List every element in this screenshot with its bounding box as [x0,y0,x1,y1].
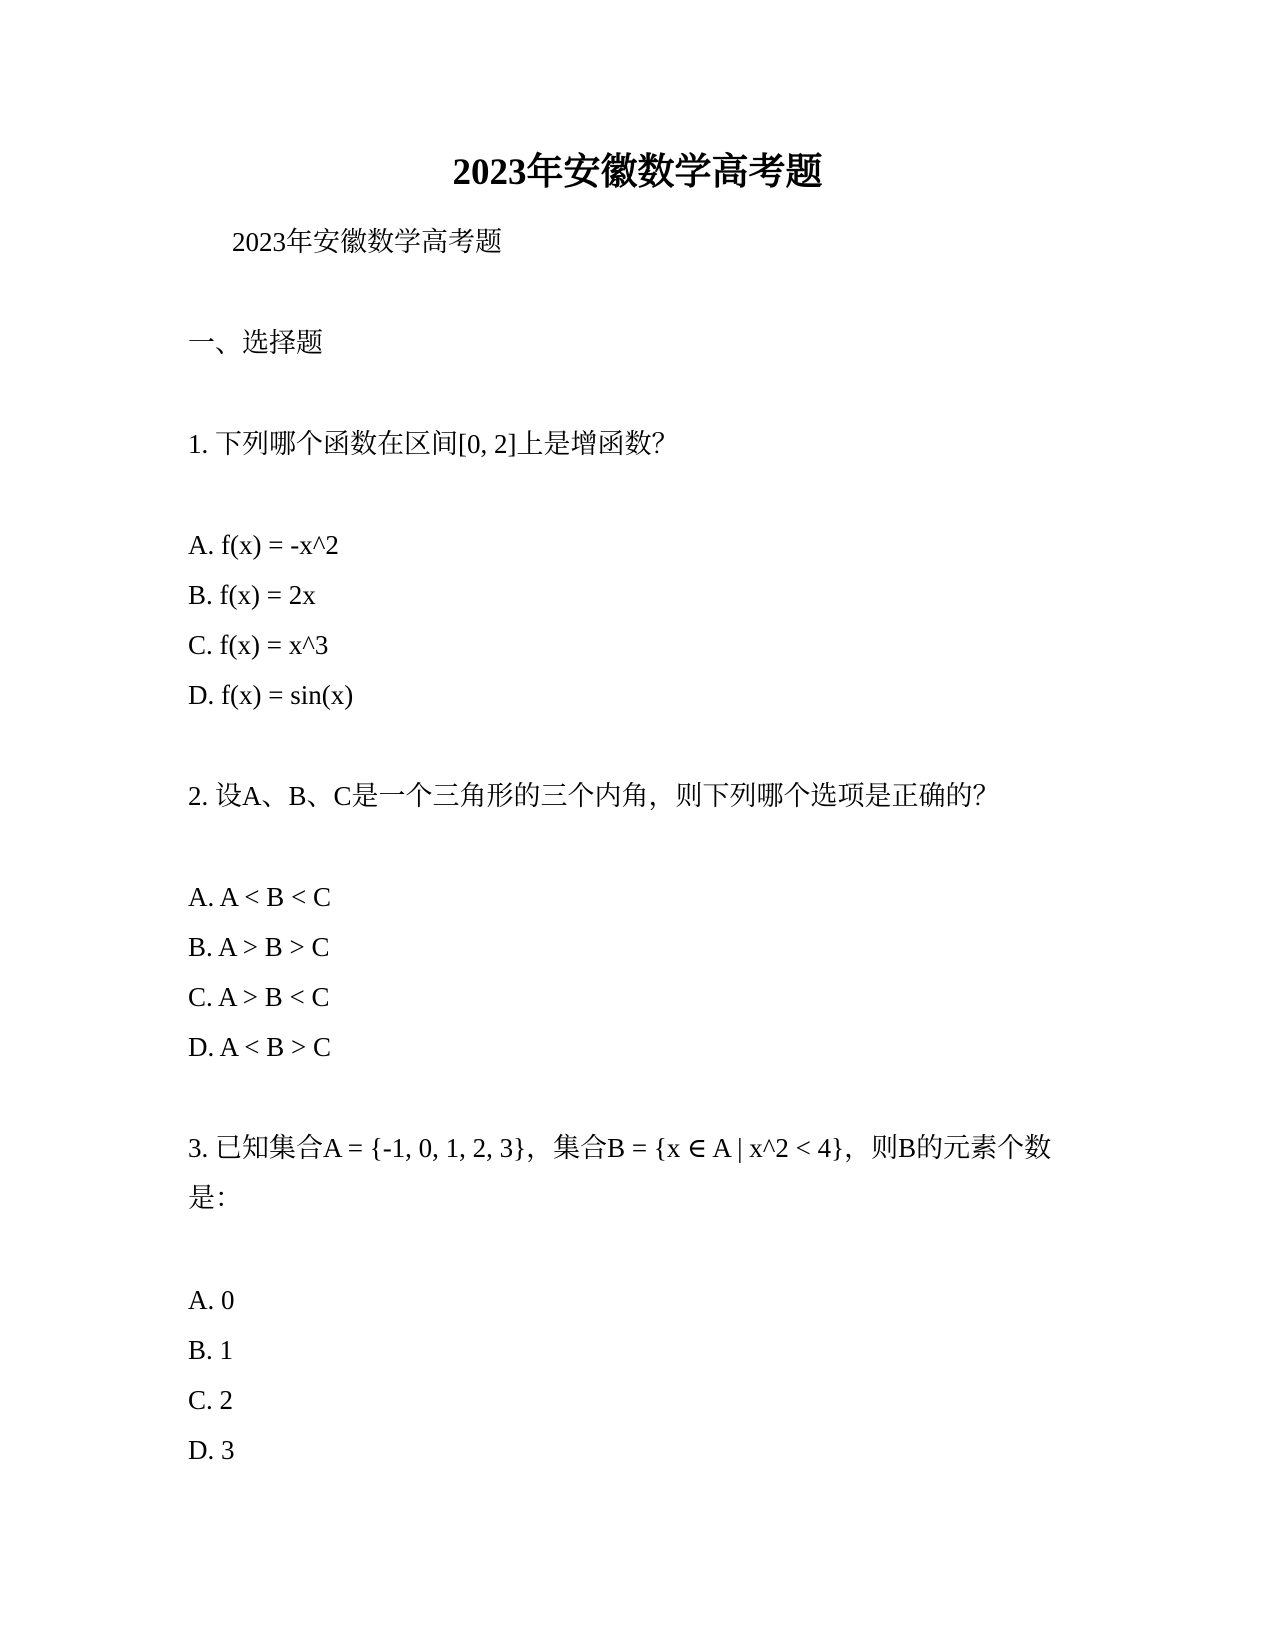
question-1-option-d: D. f(x) = sin(x) [188,680,354,710]
question-3-option-c: C. 2 [188,1385,234,1415]
question-1-option-c: C. f(x) = x^3 [188,630,329,660]
question-2-stem: 2. 设A、B、C是一个三角形的三个内角，则下列哪个选项是正确的？ [188,781,1000,811]
document-subtitle: 2023年安徽数学高考题 [232,227,502,257]
question-3-stem: 3. 已知集合A = {-1, 0, 1, 2, 3}，集合B = {x ∈ A | x^2 < 4}，则B的元素个数是： [188,1133,1052,1213]
question-1-option-a: A. f(x) = -x^2 [188,530,339,560]
question-2-option-a: A. A < B < C [188,882,331,912]
question-3-option-a: A. 0 [188,1285,235,1315]
section-heading: 一、选择题 [188,328,323,358]
question-1-stem: 1. 下列哪个函数在区间[0, 2]上是增函数？ [188,429,679,459]
question-2-option-c: C. A > B < C [188,982,330,1012]
question-3-option-b: B. 1 [188,1335,234,1365]
question-1-option-b: B. f(x) = 2x [188,580,316,610]
document-title: 2023年安徽数学高考题 [452,152,823,193]
question-3-option-d: D. 3 [188,1435,235,1465]
question-2-option-d: D. A < B > C [188,1032,331,1062]
question-2-option-b: B. A > B > C [188,932,330,962]
